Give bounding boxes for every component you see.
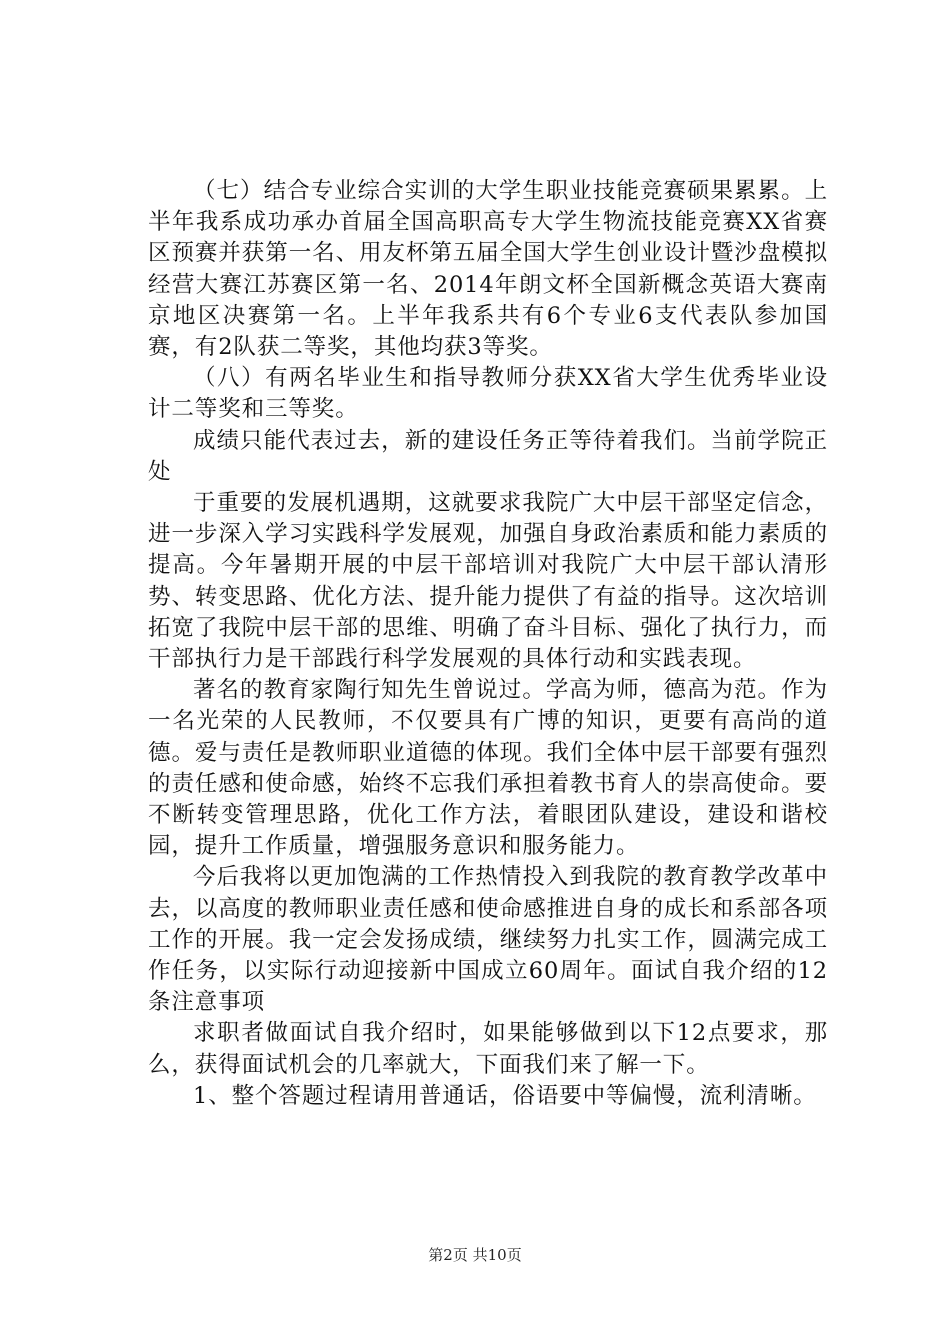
- paragraph-interview-tip-1: 1、整个答题过程请用普通话，俗语要中等偏慢，流利清晰。: [193, 1082, 817, 1109]
- paragraph-future-work: 今后我将以更加饱满的工作热情投入到我院的教育教学改革中去，以高度的教师职业责任感和使命感推进自身的成长和系部各项工作的开展。我一定会发扬成绩，继续努力扎实工作，圆满完成工作任务，以实际行动迎接新中国成立60周年。面试自我介绍的12条注意事项: [148, 864, 828, 1016]
- paragraph-interview-intro: 求职者做面试自我介绍时，如果能够做到以下12点要求，那么，获得面试机会的几率就大，下面我们来了解一下。: [148, 1020, 828, 1078]
- page-number-footer: 第2页 共10页: [428, 1246, 522, 1264]
- paragraph-achievements-past: 成绩只能代表过去，新的建设任务正等待着我们。当前学院正处: [148, 427, 828, 485]
- paragraph-graduation-awards: （八）有两名毕业生和指导教师分获XX省大学生优秀毕业设计二等奖和三等奖。: [148, 365, 828, 423]
- paragraph-teacher-ethics: 著名的教育家陶行知先生曾说过。学高为师，德高为范。作为一名光荣的人民教师，不仅要具有广博的知识，更要有高尚的道德。爱与责任是教师职业道德的体现。我们全体中层干部要有强烈的责任感和使命感，始终不忘我们承担着教书育人的崇高使命。要不断转变管理思路，优化工作方法，着眼团队建设，建设和谐校园，提升工作质量，增强服务意识和服务能力。: [148, 677, 828, 860]
- document-body: [148, 176, 828, 1112]
- paragraph-competition-results: （七）结合专业综合实训的大学生职业技能竞赛硕果累累。上半年我系成功承办首届全国高职高专大学生物流技能竞赛XX省赛区预赛并获第一名、用友杯第五届全国大学生创业设计暨沙盘模拟经营大赛江苏赛区第一名、2014年朗文杯全国新概念英语大赛南京地区决赛第一名。上半年我系共有6个专业6支代表队参加国赛，有2队获二等奖，其他均获3等奖。: [148, 178, 828, 361]
- paragraph-cadre-training: 于重要的发展机遇期，这就要求我院广大中层干部坚定信念，进一步深入学习实践科学发展观，加强自身政治素质和能力素质的提高。今年暑期开展的中层干部培训对我院广大中层干部认清形势、转变思路、优化方法、提升能力提供了有益的指导。这次培训拓宽了我院中层干部的思维、明确了奋斗目标、强化了执行力，而干部执行力是干部践行科学发展观的具体行动和实践表现。: [148, 490, 828, 673]
